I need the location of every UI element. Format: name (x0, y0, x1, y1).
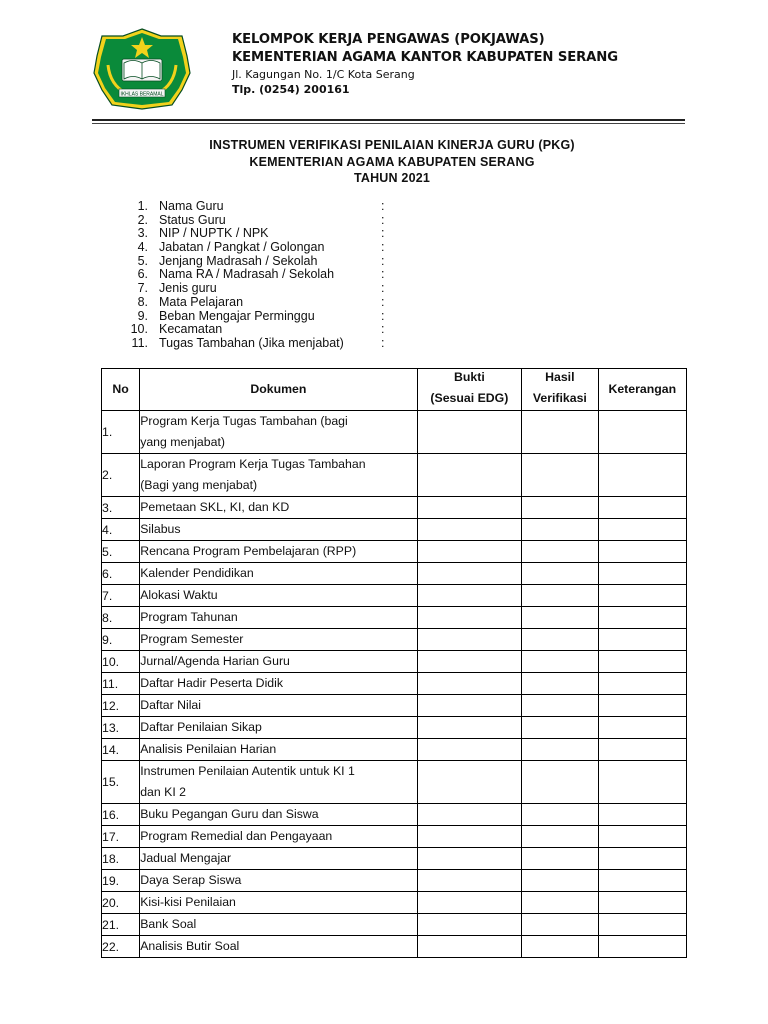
row-number: 8. (102, 607, 140, 629)
row-number: 22. (102, 936, 140, 958)
table-row (102, 826, 687, 848)
table-row (102, 695, 687, 717)
bukti-cell[interactable] (417, 454, 522, 497)
identity-label: NIP / NUPTK / NPK (159, 226, 269, 241)
row-document-line-1: Bank Soal (140, 917, 197, 931)
identity-colon: : (381, 226, 385, 241)
row-document (140, 892, 417, 914)
hasil-cell[interactable] (522, 717, 598, 739)
bukti-cell[interactable] (417, 695, 522, 717)
keterangan-cell[interactable] (598, 914, 686, 936)
row-number: 7. (102, 585, 140, 607)
header-hasil-line-2: Verifikasi (532, 390, 587, 405)
row-number: 19. (102, 870, 140, 892)
hasil-cell[interactable] (522, 607, 598, 629)
row-document-line-1: Program Kerja Tugas Tambahan (bagi (140, 414, 348, 428)
table-row (102, 761, 687, 804)
table-row (102, 739, 687, 761)
keterangan-cell[interactable] (598, 585, 686, 607)
letterhead-rule-thick (92, 119, 685, 121)
row-document-line-1: Daftar Penilaian Sikap (140, 720, 262, 734)
bukti-cell[interactable] (417, 585, 522, 607)
keterangan-cell[interactable] (598, 892, 686, 914)
row-document (140, 541, 417, 563)
bukti-cell[interactable] (417, 651, 522, 673)
row-document (140, 411, 417, 454)
row-document-line-1: Kisi-kisi Penilaian (140, 895, 236, 909)
hasil-cell[interactable] (522, 454, 598, 497)
row-number: 16. (102, 804, 140, 826)
row-number: 15. (102, 761, 140, 804)
hasil-cell[interactable] (522, 761, 598, 804)
keterangan-cell[interactable] (598, 761, 686, 804)
letterhead (232, 31, 618, 97)
header-bukti-line-2: (Sesuai EDG) (430, 390, 509, 405)
emblem-ribbon-text: IKHLAS BERAMAL (120, 91, 164, 98)
row-document-line-1: Rencana Program Pembelajaran (RPP) (140, 544, 357, 558)
identity-number: 7. (137, 281, 148, 296)
row-document-line-1: Program Remedial dan Pengayaan (140, 829, 333, 843)
row-document-line-2: (Bagi yang menjabat) (140, 478, 258, 492)
row-number: 20. (102, 892, 140, 914)
table-row (102, 651, 687, 673)
identity-label: Kecamatan (159, 322, 223, 337)
identity-label: Nama RA / Madrasah / Sekolah (159, 267, 335, 282)
row-number: 3. (102, 497, 140, 519)
identity-colon: : (381, 294, 385, 309)
keterangan-cell[interactable] (598, 695, 686, 717)
keterangan-cell[interactable] (598, 936, 686, 958)
table-row (102, 454, 687, 497)
bukti-cell[interactable] (417, 914, 522, 936)
table-row (102, 519, 687, 541)
row-document (140, 585, 417, 607)
row-number: 2. (102, 454, 140, 497)
identity-colon: : (381, 308, 385, 323)
row-document (140, 519, 417, 541)
header-hasil-line-1: Hasil (545, 369, 575, 384)
row-document-line-1: Daftar Nilai (140, 698, 202, 712)
identity-number: 1. (137, 199, 148, 213)
table-row (102, 914, 687, 936)
table-row (102, 804, 687, 826)
hasil-cell[interactable] (522, 563, 598, 585)
hasil-cell[interactable] (522, 629, 598, 651)
row-document-line-1: Buku Pegangan Guru dan Siswa (140, 807, 319, 821)
bukti-cell[interactable] (417, 848, 522, 870)
row-document-line-1: Pemetaan SKL, KI, dan KD (140, 500, 290, 514)
row-document (140, 607, 417, 629)
identity-number: 3. (137, 226, 148, 241)
keterangan-cell[interactable] (598, 848, 686, 870)
hasil-cell[interactable] (522, 695, 598, 717)
table-row (102, 673, 687, 695)
table-row (102, 870, 687, 892)
hasil-cell[interactable] (522, 519, 598, 541)
row-document-line-1: Analisis Penilaian Harian (140, 742, 277, 756)
header-bukti-line-1: Bukti (454, 369, 485, 384)
hasil-cell[interactable] (522, 739, 598, 761)
title-line-2: KEMENTERIAN AGAMA KABUPATEN SERANG (249, 154, 535, 169)
bukti-cell[interactable] (417, 936, 522, 958)
keterangan-cell[interactable] (598, 563, 686, 585)
keterangan-cell[interactable] (598, 651, 686, 673)
identity-label: Status Guru (159, 212, 226, 227)
table-row (102, 629, 687, 651)
identity-colon: : (381, 267, 385, 282)
identity-number: 2. (137, 212, 148, 227)
row-document-line-1: Daftar Hadir Peserta Didik (140, 676, 284, 690)
row-document-line-1: Instrumen Penilaian Autentik untuk KI 1 (140, 764, 355, 778)
keterangan-cell[interactable] (598, 870, 686, 892)
identity-colon: : (381, 199, 385, 213)
hasil-cell[interactable] (522, 585, 598, 607)
row-number: 1. (102, 411, 140, 454)
table-header-row (102, 369, 687, 411)
table-row (102, 497, 687, 519)
identity-colon: : (381, 281, 385, 296)
row-document (140, 936, 417, 958)
bukti-cell[interactable] (417, 870, 522, 892)
identity-colon: : (381, 322, 385, 337)
keterangan-cell[interactable] (598, 826, 686, 848)
row-document-line-1: Jurnal/Agenda Harian Guru (140, 654, 290, 668)
letterhead-org: KELOMPOK KERJA PENGAWAS (POKJAWAS) (232, 32, 545, 47)
hasil-cell[interactable] (522, 651, 598, 673)
table-row (102, 848, 687, 870)
keterangan-cell[interactable] (598, 541, 686, 563)
keterangan-cell[interactable] (598, 411, 686, 454)
table-row (102, 411, 687, 454)
row-number: 13. (102, 717, 140, 739)
bukti-cell[interactable] (417, 541, 522, 563)
keterangan-cell[interactable] (598, 454, 686, 497)
identity-label: Tugas Tambahan (Jika menjabat) (159, 335, 344, 350)
title-line-3: TAHUN 2021 (353, 171, 431, 185)
identity-number: 9. (137, 308, 148, 323)
identity-number: 11. (131, 335, 148, 350)
row-document-line-1: Daya Serap Siswa (140, 873, 242, 887)
row-document (140, 454, 417, 497)
table-row (102, 585, 687, 607)
row-document-line-1: Jadual Mengajar (140, 851, 232, 865)
identity-label: Jenjang Madrasah / Sekolah (159, 253, 318, 268)
header-dokumen: Dokumen (140, 369, 417, 411)
row-document-line-1: Laporan Program Kerja Tugas Tambahan (140, 457, 366, 471)
identity-number: 5. (137, 253, 148, 268)
row-number: 4. (102, 519, 140, 541)
row-number: 21. (102, 914, 140, 936)
row-document-line-2: dan KI 2 (140, 785, 186, 799)
keterangan-cell[interactable] (598, 629, 686, 651)
row-document (140, 717, 417, 739)
header-bukti (417, 369, 522, 411)
table-row (102, 936, 687, 958)
hasil-cell[interactable] (522, 914, 598, 936)
row-document (140, 739, 417, 761)
row-document (140, 497, 417, 519)
identity-colon: : (381, 212, 385, 227)
keterangan-cell[interactable] (598, 607, 686, 629)
row-number: 9. (102, 629, 140, 651)
letterhead-phone: Tlp. (0254) 200161 (232, 83, 350, 96)
row-document (140, 870, 417, 892)
row-document (140, 651, 417, 673)
keterangan-cell[interactable] (598, 673, 686, 695)
table-row (102, 563, 687, 585)
title-line-1: INSTRUMEN VERIFIKASI PENILAIAN KINERJA GURU (PKG) (209, 138, 575, 152)
row-document (140, 673, 417, 695)
identity-colon: : (381, 253, 385, 268)
table-row (102, 892, 687, 914)
identity-label: Jenis guru (159, 281, 217, 296)
keterangan-cell[interactable] (598, 717, 686, 739)
keterangan-cell[interactable] (598, 519, 686, 541)
bukti-cell[interactable] (417, 826, 522, 848)
bukti-cell[interactable] (417, 804, 522, 826)
table-row (102, 607, 687, 629)
hasil-cell[interactable] (522, 673, 598, 695)
hasil-cell[interactable] (522, 497, 598, 519)
identity-number: 10. (130, 322, 148, 337)
hasil-cell[interactable] (522, 411, 598, 454)
bukti-cell[interactable] (417, 739, 522, 761)
bukti-cell[interactable] (417, 892, 522, 914)
bukti-cell[interactable] (417, 761, 522, 804)
row-number: 6. (102, 563, 140, 585)
bukti-cell[interactable] (417, 411, 522, 454)
row-document-line-2: yang menjabat) (140, 435, 225, 449)
row-number: 11. (102, 673, 140, 695)
row-document-line-1: Program Tahunan (140, 610, 238, 624)
hasil-cell[interactable] (522, 892, 598, 914)
row-document-line-1: Analisis Butir Soal (140, 939, 240, 953)
row-document (140, 914, 417, 936)
header-hasil (522, 369, 598, 411)
row-document-line-1: Kalender Pendidikan (140, 566, 254, 580)
row-document-line-1: Silabus (140, 522, 181, 536)
document-title (92, 137, 692, 187)
letterhead-ministry: KEMENTERIAN AGAMA KANTOR KABUPATEN SERANG (232, 50, 618, 65)
header-keterangan: Keterangan (598, 369, 686, 411)
hasil-cell[interactable] (522, 804, 598, 826)
letterhead-rule-thin (92, 123, 685, 124)
row-document-line-1: Program Semester (140, 632, 244, 646)
row-number: 14. (102, 739, 140, 761)
row-document (140, 848, 417, 870)
row-number: 10. (102, 651, 140, 673)
row-document (140, 629, 417, 651)
hasil-cell[interactable] (522, 870, 598, 892)
row-document-line-1: Alokasi Waktu (140, 588, 218, 602)
hasil-cell[interactable] (522, 541, 598, 563)
row-document (140, 563, 417, 585)
letterhead-address: Jl. Kagungan No. 1/C Kota Serang (232, 68, 415, 81)
bukti-cell[interactable] (417, 519, 522, 541)
row-number: 5. (102, 541, 140, 563)
hasil-cell[interactable] (522, 826, 598, 848)
identity-label: Beban Mengajar Perminggu (159, 308, 315, 323)
keterangan-cell[interactable] (598, 497, 686, 519)
keterangan-cell[interactable] (598, 804, 686, 826)
header-no: No (102, 369, 140, 411)
hasil-cell[interactable] (522, 848, 598, 870)
bukti-cell[interactable] (417, 717, 522, 739)
bukti-cell[interactable] (417, 497, 522, 519)
identity-number: 8. (137, 294, 148, 309)
identity-number: 4. (137, 240, 148, 255)
row-number: 12. (102, 695, 140, 717)
identity-colon: : (381, 335, 385, 350)
row-document (140, 761, 417, 804)
identity-label: Nama Guru (159, 199, 224, 213)
row-number: 17. (102, 826, 140, 848)
identity-label: Jabatan / Pangkat / Golongan (159, 240, 325, 255)
verification-table (101, 368, 687, 958)
bukti-cell[interactable] (417, 607, 522, 629)
identity-label: Mata Pelajaran (159, 294, 244, 309)
row-document (140, 804, 417, 826)
row-document (140, 826, 417, 848)
identity-colon: : (381, 240, 385, 255)
hasil-cell[interactable] (522, 936, 598, 958)
table-row (102, 717, 687, 739)
row-number: 18. (102, 848, 140, 870)
kemenag-emblem-icon (92, 27, 192, 111)
bukti-cell[interactable] (417, 563, 522, 585)
identity-number: 6. (137, 267, 148, 282)
row-document (140, 695, 417, 717)
table-row (102, 541, 687, 563)
bukti-cell[interactable] (417, 673, 522, 695)
keterangan-cell[interactable] (598, 739, 686, 761)
bukti-cell[interactable] (417, 629, 522, 651)
